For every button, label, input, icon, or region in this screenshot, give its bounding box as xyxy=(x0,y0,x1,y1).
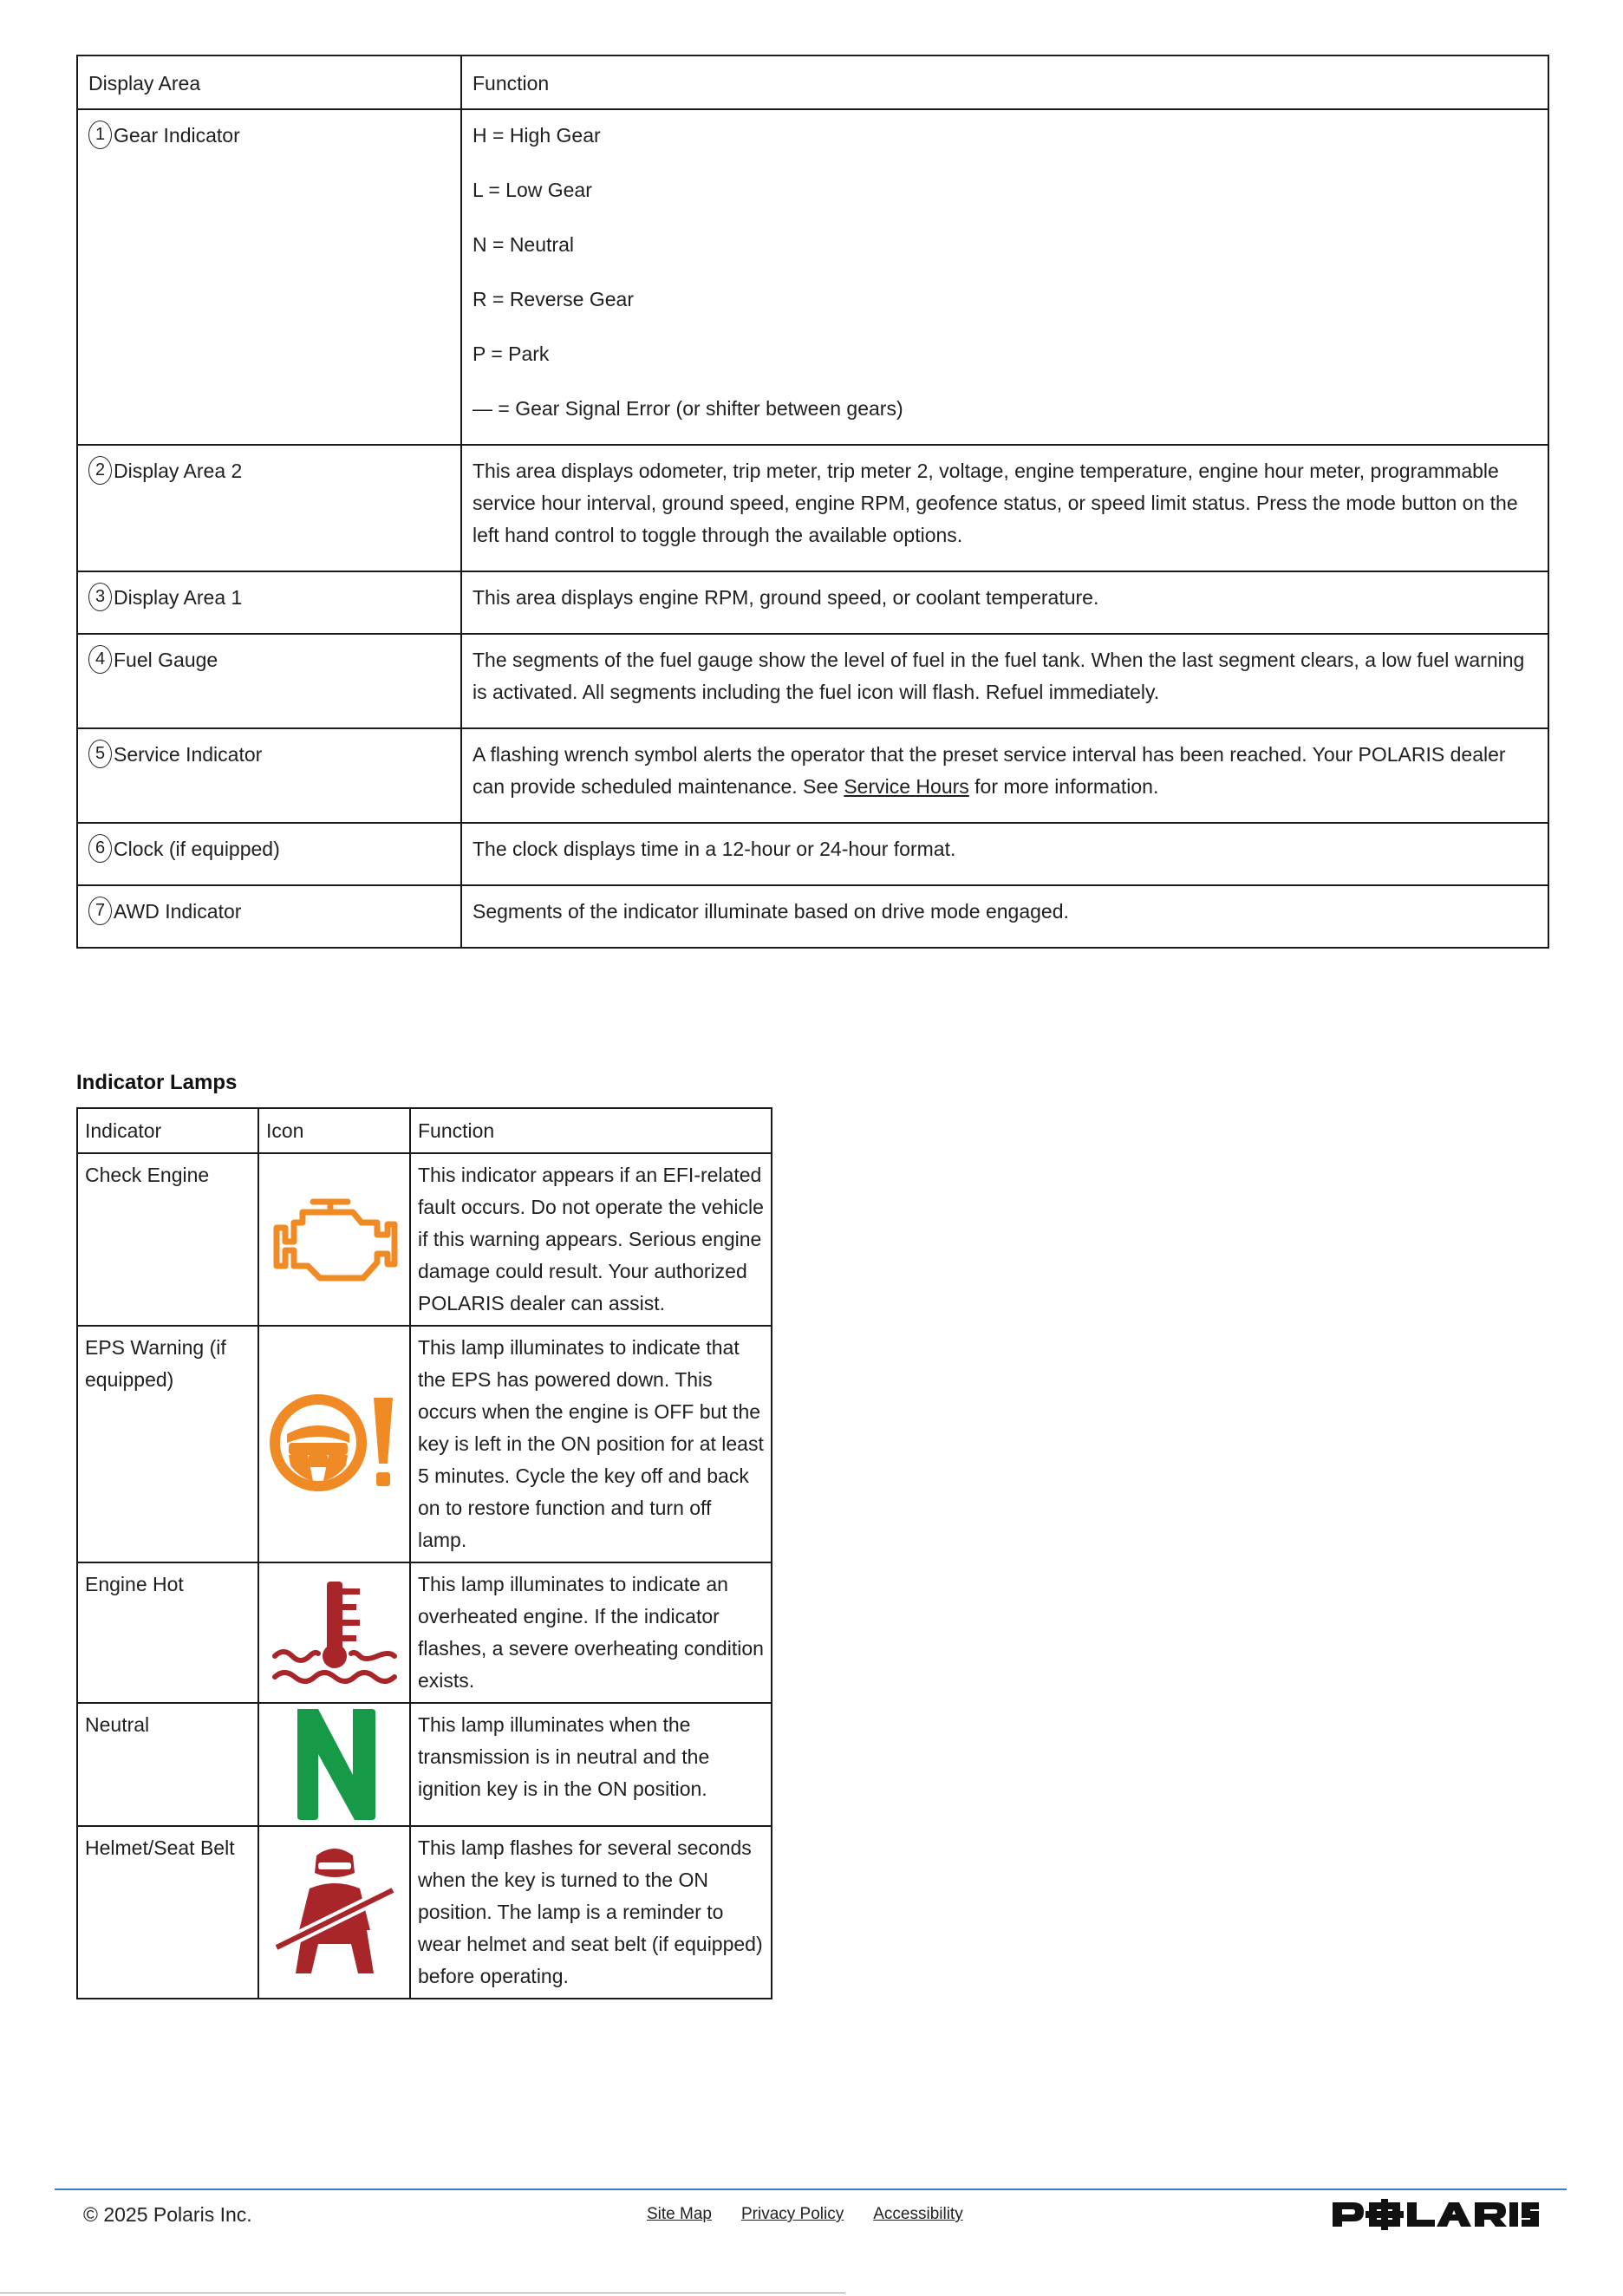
polaris-logo[interactable] xyxy=(1331,2197,1539,2232)
function-line: N = Neutral xyxy=(473,233,574,256)
icon-cell xyxy=(258,1326,410,1562)
function-cell: The segments of the fuel gauge show the level of fuel in the fuel tank. When the last segment clears, a low fuel warning is activated. All segments including the fuel icon will flash. Refuel immediately. xyxy=(461,634,1548,728)
function-text: for more information. xyxy=(968,775,1159,798)
indicator-function: This lamp illuminates to indicate an overheated engine. If the indicator flashes, a severe overheating condition exists. xyxy=(410,1562,772,1703)
callout-number: 5 xyxy=(88,740,112,768)
footer-divider xyxy=(55,2188,1567,2190)
function-cell xyxy=(461,109,1548,445)
accessibility-link[interactable]: Accessibility xyxy=(873,2205,963,2223)
display-area-cell xyxy=(77,634,461,728)
check-engine-icon xyxy=(268,1195,401,1285)
display-area-label: Service Indicator xyxy=(114,743,263,766)
column-header-icon: Icon xyxy=(258,1108,410,1153)
eps-warning-icon xyxy=(268,1391,401,1498)
display-area-cell xyxy=(77,885,461,948)
indicator-function: This lamp flashes for several seconds when the key is turned to the ON position. The lamp is a reminder to wear helmet and seat belt (if equipped) before operating. xyxy=(410,1826,772,1999)
engine-hot-icon xyxy=(268,1576,401,1689)
display-area-label: Gear Indicator xyxy=(114,124,240,147)
function-cell: This area displays odometer, trip meter, trip meter 2, voltage, engine temperature, engine hour meter, programmable service hour interval, ground speed, engine RPM, geofence status, or speed limit status. Press the mode button on the left hand control to toggle through the available options. xyxy=(461,445,1548,571)
callout-number: 2 xyxy=(88,456,112,485)
indicator-name: Helmet/Seat Belt xyxy=(77,1826,258,1999)
table-header-row xyxy=(77,55,1548,109)
function-cell xyxy=(461,728,1548,823)
display-area-table xyxy=(76,55,1549,949)
table-row xyxy=(77,1562,772,1703)
table-row xyxy=(77,885,1548,948)
function-line: H = High Gear xyxy=(473,124,601,147)
callout-number: 7 xyxy=(88,897,112,925)
table-row xyxy=(77,1326,772,1562)
icon-cell xyxy=(258,1703,410,1826)
display-area-cell xyxy=(77,728,461,823)
display-area-label: Display Area 2 xyxy=(114,460,243,482)
callout-number: 1 xyxy=(88,121,112,149)
column-header-indicator: Indicator xyxy=(77,1108,258,1153)
table-row xyxy=(77,1703,772,1826)
function-line: — = Gear Signal Error (or shifter between gears) xyxy=(473,397,903,420)
privacy-policy-link[interactable]: Privacy Policy xyxy=(740,2205,844,2223)
function-line: L = Low Gear xyxy=(473,179,592,201)
column-header-function: Function xyxy=(461,55,1548,109)
indicator-name: Neutral xyxy=(77,1703,258,1826)
table-row xyxy=(77,109,1548,445)
column-header-display-area: Display Area xyxy=(77,55,461,109)
callout-number: 4 xyxy=(88,645,112,674)
display-area-cell xyxy=(77,445,461,571)
display-area-label: Display Area 1 xyxy=(114,586,243,609)
neutral-n-icon xyxy=(268,1704,401,1825)
table-row xyxy=(77,634,1548,728)
table-row xyxy=(77,1153,772,1326)
table-row xyxy=(77,823,1548,885)
function-line: P = Park xyxy=(473,342,550,365)
icon-cell xyxy=(258,1562,410,1703)
indicator-function: This lamp illuminates when the transmission is in neutral and the ignition key is in the ON position. xyxy=(410,1703,772,1826)
table-row xyxy=(77,445,1548,571)
indicator-name: EPS Warning (if equipped) xyxy=(77,1326,258,1562)
display-area-cell xyxy=(77,823,461,885)
indicator-function: This indicator appears if an EFI-related fault occurs. Do not operate the vehicle if this warning appears. Serious engine damage could result. Your authorized POLARIS dealer can assist. xyxy=(410,1153,772,1326)
display-area-label: Clock (if equipped) xyxy=(114,838,280,860)
icon-cell xyxy=(258,1153,410,1326)
indicator-name: Check Engine xyxy=(77,1153,258,1326)
display-area-label: AWD Indicator xyxy=(114,900,242,923)
helmet-seatbelt-icon xyxy=(268,1843,401,1982)
function-cell: The clock displays time in a 12-hour or 24-hour format. xyxy=(461,823,1548,885)
table-row xyxy=(77,728,1548,823)
function-cell: Segments of the indicator illuminate based on drive mode engaged. xyxy=(461,885,1548,948)
indicator-function: This lamp illuminates to indicate that the EPS has powered down. This occurs when the engine is OFF but the key is left in the ON position for at least 5 minutes. Cycle the key off and back on to restore function and turn off lamp. xyxy=(410,1326,772,1562)
table-header-row xyxy=(77,1108,772,1153)
indicator-name: Engine Hot xyxy=(77,1562,258,1703)
indicator-lamps-table xyxy=(76,1107,772,1999)
site-map-link[interactable]: Site Map xyxy=(647,2205,712,2223)
function-text: A flashing wrench symbol alerts the operator that the preset service interval has been reached. Your POLARIS dealer can provide scheduled maintenance. See xyxy=(473,743,1506,798)
display-area-cell xyxy=(77,109,461,445)
icon-cell xyxy=(258,1826,410,1999)
callout-number: 6 xyxy=(88,834,112,863)
table-row xyxy=(77,1826,772,1999)
service-hours-link[interactable]: Service Hours xyxy=(844,775,969,798)
function-line: R = Reverse Gear xyxy=(473,288,634,310)
display-area-label: Fuel Gauge xyxy=(114,649,218,671)
footer-links xyxy=(647,2203,993,2226)
column-header-function: Function xyxy=(410,1108,772,1153)
section-title-indicator-lamps: Indicator Lamps xyxy=(76,1071,238,1094)
display-area-cell xyxy=(77,571,461,634)
copyright-text: © 2025 Polaris Inc. xyxy=(83,2203,252,2226)
callout-number: 3 xyxy=(88,583,112,611)
table-row xyxy=(77,571,1548,634)
function-cell: This area displays engine RPM, ground speed, or coolant temperature. xyxy=(461,571,1548,634)
